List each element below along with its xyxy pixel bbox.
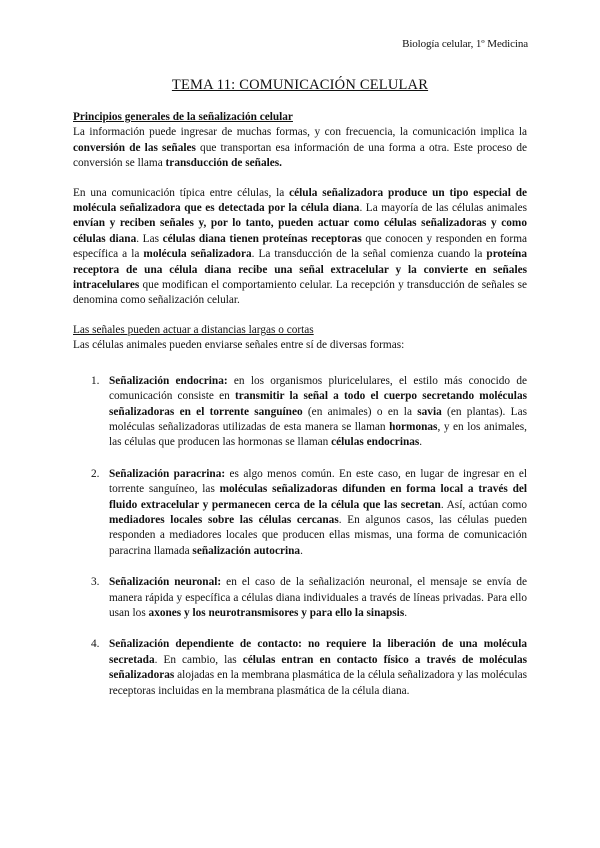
text-run: (en animales) o en la	[302, 405, 418, 418]
paragraph-typical-communication	[73, 186, 527, 309]
bold-text: transducción de señales.	[165, 157, 282, 170]
bold-text: conversión de las señales	[73, 141, 196, 154]
list-item-neuronal	[73, 575, 527, 621]
text-run: .	[419, 436, 423, 449]
signaling-types-list	[73, 374, 527, 699]
text-run: . Así, actúan como	[440, 498, 527, 511]
text-run: .	[404, 606, 408, 619]
list-number: 2.	[91, 467, 100, 480]
text-run: en los organismos pluricelulares, el estilo más conocido de comunicación consiste en	[109, 374, 527, 403]
bold-text: axones y los neurotransmisores y para ello la sinapsis	[148, 606, 405, 619]
bold-text: proteína receptora de una célula diana recibe una señal extracelular y la convierte en señales intracelulares	[73, 248, 527, 292]
text-run: (en plantas). Las moléculas señalizadoras utilizadas de esta manera se llaman	[109, 405, 527, 433]
bold-text: molécula señalizadora	[143, 248, 252, 261]
bold-text: envían y reciben señales y, por lo tanto, pueden actuar como células señalizadoras y como células diana	[73, 217, 527, 245]
bold-text: hormonas	[389, 420, 438, 433]
text-run: que transportan esa información de una forma a otra. Este proceso de conversión se llama	[73, 141, 528, 170]
bold-text: Señalización paracrina:	[109, 467, 226, 480]
text-run: . En algunos casos, las células pueden responden a mediadores locales que producen ellas mismas, una forma de comunicación paracrina llamada	[109, 513, 527, 557]
text-run: .	[300, 544, 303, 557]
bold-text: células endocrinas	[331, 436, 420, 449]
bold-text: savia	[417, 405, 442, 418]
bold-text: señalización autocrina	[192, 544, 301, 557]
text-run: es algo menos común. En este caso, en lugar de ingresar en el torrente sanguíneo, las	[109, 467, 527, 496]
bold-text: moléculas señalizadoras difunden en forma local a través del fluido extracelular y permanecen cerca de la célula que las secretan	[109, 483, 528, 511]
text-run: . Las	[136, 232, 163, 245]
list-item-text	[109, 375, 527, 449]
section-heading-principles: Principios generales de la señalización celular	[73, 111, 293, 123]
list-number: 1.	[91, 374, 100, 387]
text-run: alojadas en la membrana plasmática de la célula señalizadora y las moléculas receptoras incluidas en la membrana plasmática de la célula diana.	[109, 669, 527, 697]
list-number: 4.	[91, 638, 100, 651]
bold-text: Señalización endocrina:	[109, 374, 228, 387]
text-run: La información puede ingresar de muchas formas, y con frecuencia, la comunicación implica la	[73, 126, 527, 139]
text-run: En una comunicación típica entre células, la	[73, 186, 290, 199]
text-run: que conocen y responden en forma específica a la	[73, 232, 527, 261]
text-run: en el caso de la señalización neuronal, el mensaje se envía de manera rápida y específica a células diana individuales a través de líneas privadas. Para ello usan los	[109, 576, 527, 619]
bold-text: célula señalizadora produce un tipo especial de molécula señalizadora que es detectada por la célula diana	[73, 186, 527, 215]
list-item-text	[109, 576, 527, 619]
list-item-endocrine	[73, 374, 527, 451]
page-title: TEMA 11: COMUNICACIÓN CELULAR	[171, 77, 429, 93]
list-item-paracrine	[73, 467, 527, 559]
bold-text: Señalización neuronal:	[109, 576, 222, 589]
list-number: 3.	[91, 576, 100, 589]
text-run: . La transducción de la señal comienza cuando la	[251, 248, 487, 261]
text-run: . En cambio, las	[154, 653, 243, 666]
bold-text: Señalización dependiente de contacto: no requiere la liberación de una molécula secretada	[109, 638, 527, 666]
section-heading-distances: Las señales pueden actuar a distancias largas o cortas	[73, 323, 314, 336]
bold-text: células diana tienen proteínas receptoras	[162, 232, 362, 245]
paragraph-transduction	[73, 125, 527, 171]
list-item-text	[109, 468, 527, 557]
text-run: . La mayoría de las células animales	[359, 202, 527, 215]
bold-text: mediadores locales sobre las células cercanas	[109, 513, 339, 526]
bold-text: células entran en contacto físico a través de moléculas señalizadoras	[109, 653, 527, 682]
document-body	[73, 110, 527, 699]
paragraph-intro: Las células animales pueden enviarse señales entre sí de diversas formas:	[73, 339, 405, 352]
list-item-text	[109, 638, 527, 696]
course-header: Biología celular, 1º Medicina	[402, 38, 528, 50]
text-run: que modifican el comportamiento celular. La recepción y transducción de señales se denomina como señalización celular.	[73, 279, 527, 307]
list-item-contact	[73, 637, 527, 699]
bold-text: transmitir la señal a todo el cuerpo secretando moléculas señalizadoras en el torrente sanguíneo	[109, 390, 527, 418]
text-run: , y en los animales, las células que producen las hormonas se llaman	[109, 420, 527, 449]
